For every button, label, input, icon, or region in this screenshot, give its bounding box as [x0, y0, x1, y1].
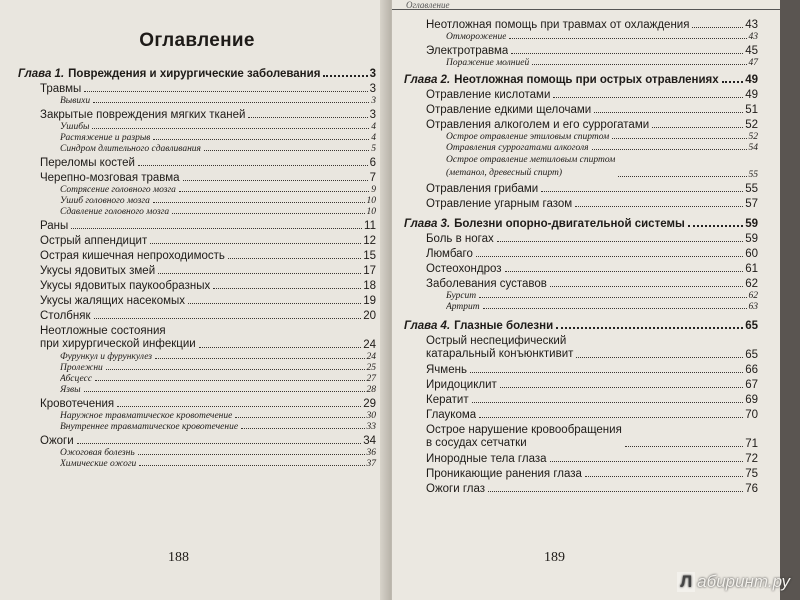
leader-dots	[204, 150, 369, 151]
page-ref: 49	[745, 74, 758, 86]
leader-dots	[692, 27, 743, 28]
toc-title: Оглавление	[139, 30, 255, 51]
entry-text: Укусы ядовитых змей	[40, 265, 156, 277]
leader-dots	[532, 64, 746, 65]
entry-text: Столбняк	[40, 310, 91, 322]
page-ref: 3	[371, 96, 376, 106]
entry-text: Внутреннее травматическое кровотечение	[60, 422, 239, 432]
leader-dots	[509, 38, 746, 39]
entry-text: Переломы костей	[40, 157, 135, 169]
entry-text: Отравления суррогатами алкоголя	[446, 143, 589, 153]
toc-entry[interactable]	[404, 394, 758, 406]
entry-text: Острый аппендицит	[40, 235, 148, 247]
leader-dots	[93, 102, 369, 103]
toc-entry-conjunctivitis[interactable]	[404, 335, 758, 361]
page-ref: 3	[369, 68, 376, 80]
toc-subentry[interactable]	[18, 196, 376, 206]
right-entry-list-5	[404, 364, 758, 421]
toc-entry[interactable]	[404, 248, 758, 260]
page-ref: 33	[366, 422, 376, 432]
toc-subentry[interactable]	[18, 374, 376, 384]
entry-text: Укусы ядовитых паукообразных	[40, 280, 211, 292]
entry-text: Травмы	[40, 83, 82, 95]
toc-entry[interactable]	[404, 89, 758, 101]
leader-dots	[77, 443, 362, 444]
entry-text: Отравление кислотами	[426, 89, 551, 101]
leader-dots	[95, 380, 364, 381]
entry-text: Ожоговая болезнь	[60, 448, 135, 458]
toc-subentry[interactable]	[404, 58, 758, 68]
page-ref: 65	[745, 349, 758, 361]
leader-dots	[228, 258, 361, 259]
leader-dots	[592, 149, 747, 150]
page-ref: 45	[745, 45, 758, 57]
entry-text: Поражение молнией	[446, 58, 530, 68]
running-header: Оглавление	[392, 0, 780, 10]
entry-text: Кровотечения	[40, 398, 115, 410]
page-ref: 18	[363, 280, 376, 292]
entry-text: Артрит	[446, 302, 480, 312]
entry-text: Сдавление головного мозга	[60, 207, 170, 217]
entry-line-2: в сосудах сетчатки	[426, 437, 527, 449]
entry-text: Отморожение	[446, 32, 507, 42]
toc-entry[interactable]	[18, 220, 376, 232]
toc-entry[interactable]	[404, 364, 758, 376]
leader-dots	[117, 406, 361, 407]
entry-text: Укусы жалящих насекомых	[40, 295, 186, 307]
leader-dots	[183, 180, 368, 181]
entry-text: Синдром длительного сдавливания	[60, 144, 201, 154]
page-ref: 20	[363, 310, 376, 322]
page-ref: 66	[745, 364, 758, 376]
page-ref: 10	[366, 207, 376, 217]
left-entry-list-2	[18, 352, 376, 469]
page-ref: 9	[371, 185, 376, 195]
right-entry-list-1	[404, 19, 758, 68]
page-ref: 15	[363, 250, 376, 262]
leader-dots	[199, 347, 361, 348]
page-ref: 43	[748, 32, 758, 42]
page-ref: 24	[363, 339, 376, 351]
page-ref: 65	[745, 320, 758, 332]
leader-dots	[213, 288, 361, 289]
toc-entry[interactable]	[18, 235, 376, 247]
entry-text	[426, 335, 573, 361]
leader-dots	[594, 112, 743, 113]
leader-dots	[500, 387, 743, 388]
entry-line-1: Острое нарушение кровообращения	[426, 424, 622, 436]
leader-dots	[153, 202, 365, 203]
leader-dots	[505, 271, 744, 272]
chapter-title: Неотложная помощь при острых отравлениях	[454, 74, 719, 86]
toc-entry[interactable]	[404, 409, 758, 421]
right-entry-list-3	[404, 183, 758, 210]
page-ref: 11	[364, 220, 376, 232]
toc-entry[interactable]	[404, 104, 758, 116]
toc-entry[interactable]	[404, 483, 758, 495]
leader-dots	[479, 417, 743, 418]
chapter-title: Глазные болезни	[454, 320, 554, 332]
entry-text	[40, 325, 196, 351]
toc-entry[interactable]	[404, 278, 758, 290]
page-ref: 63	[748, 302, 758, 312]
leader-dots	[179, 191, 369, 192]
entry-line-2: катаральный конъюнктивит	[426, 348, 574, 360]
entry-line-1: Неотложные состояния	[40, 325, 166, 337]
page-ref: 55	[745, 183, 758, 195]
page-ref: 19	[363, 295, 376, 307]
toc-subentry[interactable]	[404, 143, 758, 153]
leader-dots	[92, 128, 369, 129]
leader-dots	[488, 491, 743, 492]
page-ref: 49	[745, 89, 758, 101]
page-ref: 69	[745, 394, 758, 406]
left-page	[0, 0, 392, 600]
leader-dots	[139, 465, 364, 466]
page-ref: 47	[748, 58, 758, 68]
toc-entry[interactable]	[18, 172, 376, 184]
page-ref: 55	[748, 170, 758, 180]
entry-text: Вывихи	[60, 96, 91, 106]
leader-dots	[575, 206, 743, 207]
entry-text: Ячмень	[426, 364, 467, 376]
page-ref: 4	[371, 122, 376, 132]
entry-text: Неотложная помощь при травмах от охлаждения	[426, 19, 690, 31]
toc-entry[interactable]	[404, 233, 758, 245]
entry-text: Электротравма	[426, 45, 509, 57]
entry-text: Язвы	[60, 385, 81, 395]
leader-dots	[476, 256, 743, 257]
leader-dots	[470, 372, 743, 373]
toc-entry-methanol[interactable]	[404, 154, 758, 180]
entry-text: Отравление едкими щелочами	[426, 104, 592, 116]
toc-subentry[interactable]	[18, 144, 376, 154]
entry-text	[446, 154, 615, 180]
leader-dots	[553, 97, 743, 98]
toc-entry[interactable]	[18, 398, 376, 410]
entry-text: Острое отравление этиловым спиртом	[446, 132, 610, 142]
entry-text: Отравление угарным газом	[426, 198, 573, 210]
leader-dots	[576, 357, 743, 358]
leader-dots	[612, 138, 746, 139]
entry-text	[426, 424, 622, 450]
page-ref: 25	[366, 363, 376, 373]
page-ref: 60	[745, 248, 758, 260]
entry-text: Сотрясение головного мозга	[60, 185, 176, 195]
page-ref: 61	[745, 263, 758, 275]
toc-entry-urgent[interactable]	[18, 325, 376, 351]
leader-dots	[585, 476, 743, 477]
leader-dots	[652, 127, 743, 128]
right-page	[392, 0, 780, 600]
entry-text: Фурункул и фурункулез	[60, 352, 152, 362]
site-watermark	[677, 572, 790, 592]
entry-text: Химические ожоги	[60, 459, 137, 469]
toc-entry[interactable]	[18, 83, 376, 95]
toc-entry-retina[interactable]	[404, 424, 758, 450]
page-ref: 3	[369, 109, 376, 121]
chapter-2-entry[interactable]	[404, 74, 758, 86]
leader-dots	[188, 303, 361, 304]
leader-dots	[472, 402, 744, 403]
page-ref: 27	[366, 374, 376, 384]
entry-text: Ожоги глаз	[426, 483, 486, 495]
leader-dots	[722, 81, 744, 83]
leader-dots	[138, 165, 368, 166]
page-ref: 71	[745, 438, 758, 450]
page-ref: 67	[745, 379, 758, 391]
page-ref: 10	[366, 196, 376, 206]
toc-subentry[interactable]	[404, 32, 758, 42]
toc-entry[interactable]	[404, 183, 758, 195]
leader-dots	[155, 358, 365, 359]
page-ref: 52	[748, 132, 758, 142]
watermark-logo: Л	[677, 572, 695, 592]
toc-entry[interactable]	[18, 295, 376, 307]
page-ref: 59	[745, 233, 758, 245]
toc-subentry[interactable]	[18, 411, 376, 421]
entry-text: Ушиб головного мозга	[60, 196, 150, 206]
right-entry-list-2	[404, 89, 758, 153]
leader-dots	[235, 417, 364, 418]
toc-subentry[interactable]	[18, 133, 376, 143]
chapter-label: Глава 3.	[404, 218, 451, 230]
chapter-label: Глава 1.	[18, 68, 65, 80]
page-ref: 6	[369, 157, 376, 169]
toc-entry[interactable]	[404, 263, 758, 275]
toc-subentry[interactable]	[18, 207, 376, 217]
entry-line-2: (метанол, древесный спирт)	[446, 168, 563, 178]
page-ref: 7	[369, 172, 376, 184]
entry-text: Отравления грибами	[426, 183, 539, 195]
page-ref: 24	[366, 352, 376, 362]
leader-dots	[479, 297, 746, 298]
chapter-label: Глава 2.	[404, 74, 451, 86]
page-ref: 51	[745, 104, 758, 116]
entry-text: Закрытые повреждения мягких тканей	[40, 109, 246, 121]
leader-dots	[150, 243, 361, 244]
page-ref: 28	[366, 385, 376, 395]
toc-subentry[interactable]	[18, 422, 376, 432]
toc-entry[interactable]	[18, 265, 376, 277]
toc-entry[interactable]	[18, 435, 376, 447]
toc-entry[interactable]	[404, 198, 758, 210]
leader-dots	[84, 391, 365, 392]
page-ref: 29	[363, 398, 376, 410]
leader-dots	[688, 225, 743, 227]
toc-entry[interactable]	[404, 468, 758, 480]
leader-dots	[541, 191, 743, 192]
chapter-4-entry[interactable]	[404, 320, 758, 332]
entry-text: Отравления алкоголем и его суррогатами	[426, 119, 650, 131]
page-ref: 30	[366, 411, 376, 421]
toc-entry[interactable]	[18, 250, 376, 262]
entry-text: Остеохондроз	[426, 263, 502, 275]
toc-entry[interactable]	[18, 280, 376, 292]
page-ref: 43	[745, 19, 758, 31]
page-ref: 72	[745, 453, 758, 465]
entry-text: Раны	[40, 220, 69, 232]
toc-entry[interactable]	[404, 119, 758, 131]
toc-subentry[interactable]	[18, 363, 376, 373]
entry-text: Заболевания суставов	[426, 278, 547, 290]
page-ref: 75	[745, 468, 758, 480]
entry-text: Иридоциклит	[426, 379, 497, 391]
entry-text: Глаукома	[426, 409, 477, 421]
leader-dots	[483, 308, 747, 309]
entry-text: Черепно-мозговая травма	[40, 172, 180, 184]
page-ref: 3	[369, 83, 376, 95]
toc-subentry[interactable]	[18, 448, 376, 458]
page-ref: 54	[748, 143, 758, 153]
page-ref: 34	[363, 435, 376, 447]
leader-dots	[106, 369, 365, 370]
leader-dots	[550, 461, 744, 462]
toc-subentry[interactable]	[404, 132, 758, 142]
entry-text: Инородные тела глаза	[426, 453, 547, 465]
toc-subentry[interactable]	[18, 185, 376, 195]
page-number-left: 188	[168, 550, 189, 565]
leader-dots	[138, 454, 365, 455]
toc-subentry[interactable]	[18, 122, 376, 132]
entry-text: Растяжение и разрыв	[60, 133, 151, 143]
chapter-title: Болезни опорно-двигательной системы	[454, 218, 685, 230]
leader-dots	[153, 139, 369, 140]
entry-text: Абсцесс	[60, 374, 93, 384]
chapter-3-entry[interactable]	[404, 218, 758, 230]
page-number-right: 189	[544, 550, 565, 565]
toc-subentry[interactable]	[18, 459, 376, 469]
page-ref: 36	[366, 448, 376, 458]
entry-text: Кератит	[426, 394, 469, 406]
page-ref: 57	[745, 198, 758, 210]
entry-text: Люмбаго	[426, 248, 473, 260]
toc-subentry[interactable]	[18, 96, 376, 106]
page-ref: 5	[371, 144, 376, 154]
chapter-1-entry[interactable]	[18, 68, 376, 80]
entry-text: Наружное травматическое кровотечение	[60, 411, 233, 421]
entry-line-1: Острый неспецифический	[426, 335, 567, 347]
leader-dots	[241, 428, 364, 429]
entry-text: Ожоги	[40, 435, 74, 447]
page-ref: 59	[745, 218, 758, 230]
entry-text: Бурсит	[446, 291, 477, 301]
entry-text: Проникающие ранения глаза	[426, 468, 582, 480]
leader-dots	[625, 446, 743, 447]
toc-entry[interactable]	[18, 109, 376, 121]
chapter-title: Повреждения и хирургические заболевания	[68, 68, 321, 80]
toc-subentry[interactable]	[404, 302, 758, 312]
entry-text: Ушибы	[60, 122, 90, 132]
leader-dots	[618, 176, 746, 177]
leader-dots	[248, 117, 367, 118]
leader-dots	[550, 286, 743, 287]
toc-entry[interactable]	[404, 379, 758, 391]
toc-entry[interactable]	[404, 45, 758, 57]
page-ref: 4	[371, 133, 376, 143]
entry-text: Пролежни	[60, 363, 103, 373]
leader-dots	[84, 91, 367, 92]
page-ref: 70	[745, 409, 758, 421]
page-ref: 17	[363, 265, 376, 277]
entry-text: Острая кишечная непроходимость	[40, 250, 225, 262]
page-ref: 37	[366, 459, 376, 469]
toc-subentry[interactable]	[18, 385, 376, 395]
toc-entry[interactable]	[404, 19, 758, 31]
page-ref: 12	[363, 235, 376, 247]
chapter-label: Глава 4.	[404, 320, 451, 332]
page-ref: 62	[748, 291, 758, 301]
toc-entry[interactable]	[404, 453, 758, 465]
toc-subentry[interactable]	[18, 352, 376, 362]
leader-dots	[94, 318, 362, 319]
toc-entry[interactable]	[18, 310, 376, 322]
leader-dots	[511, 53, 743, 54]
leader-dots	[172, 213, 364, 214]
right-entry-list-4	[404, 233, 758, 312]
leader-dots	[71, 228, 362, 229]
toc-subentry[interactable]	[404, 291, 758, 301]
page-ref: 52	[745, 119, 758, 131]
entry-line-1: Острое отравление метиловым спиртом	[446, 155, 616, 165]
leader-dots	[556, 327, 743, 329]
right-entry-list-6	[404, 453, 758, 495]
leader-dots	[158, 273, 361, 274]
entry-line-2: при хирургической инфекции	[40, 338, 196, 350]
entry-text: Боль в ногах	[426, 233, 494, 245]
leader-dots	[323, 75, 367, 77]
page-ref: 62	[745, 278, 758, 290]
page-ref: 76	[745, 483, 758, 495]
toc-entry[interactable]	[18, 157, 376, 169]
left-entry-list	[18, 83, 376, 322]
watermark-text: абиринт.ру	[697, 572, 790, 591]
leader-dots	[497, 241, 743, 242]
